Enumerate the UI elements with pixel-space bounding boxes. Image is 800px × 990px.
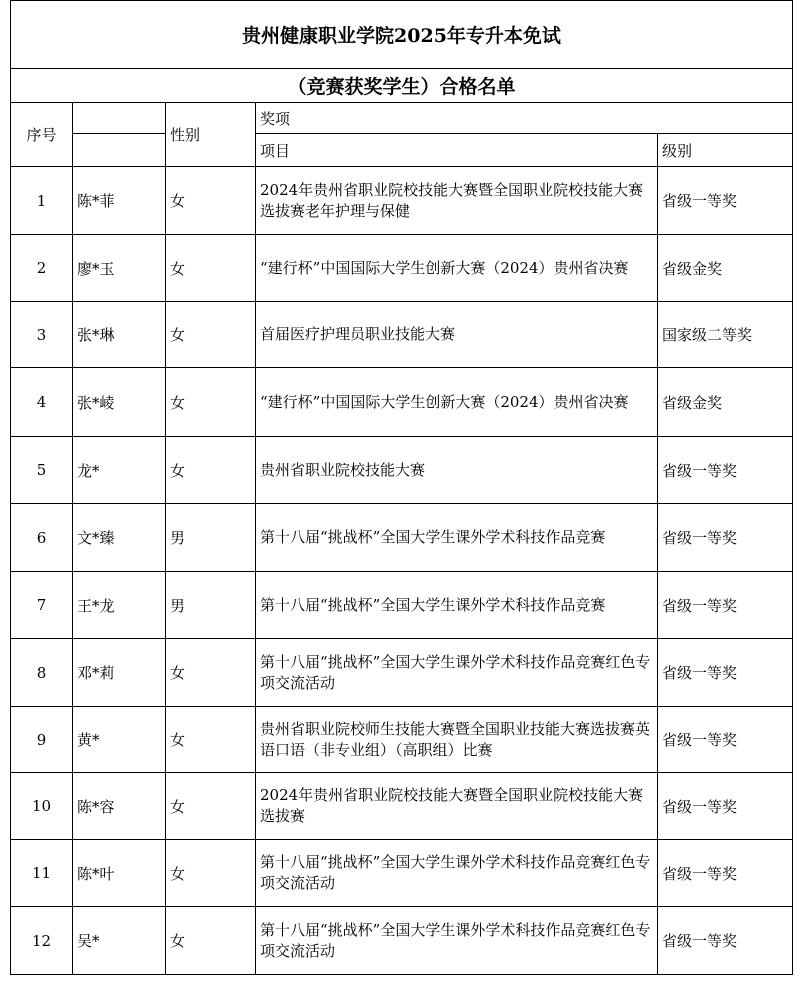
- results-table: [10, 0, 793, 975]
- award-item: 第十八届“挑战杯”全国大学生课外学术科技作品竞赛: [256, 504, 658, 572]
- table-row: [11, 639, 793, 707]
- row-index: 12: [11, 907, 73, 975]
- student-gender: 女: [166, 639, 256, 707]
- row-index: 1: [11, 167, 73, 235]
- row-index: 9: [11, 707, 73, 773]
- student-name: 龙*: [73, 437, 166, 504]
- award-item: 贵州省职业院校师生技能大赛暨全国职业技能大赛选拔赛英语口语（非专业组）（高职组）比赛: [256, 707, 658, 773]
- subtitle-row: [11, 69, 793, 103]
- student-gender: 女: [166, 437, 256, 504]
- award-item: 第十八届“挑战杯”全国大学生课外学术科技作品竞赛: [256, 572, 658, 639]
- student-name: 张*琳: [73, 302, 166, 368]
- row-index: 7: [11, 572, 73, 639]
- student-gender: 女: [166, 235, 256, 302]
- table-row: [11, 302, 793, 368]
- award-item: 贵州省职业院校技能大赛: [256, 437, 658, 504]
- award-level: 省级一等奖: [658, 639, 793, 707]
- award-level: 省级一等奖: [658, 907, 793, 975]
- table-row: [11, 368, 793, 437]
- award-item: “建行杯”中国国际大学生创新大赛（2024）贵州省决赛: [256, 235, 658, 302]
- student-gender: 男: [166, 572, 256, 639]
- header-item: 项目: [256, 134, 658, 167]
- header-row-2: [11, 134, 793, 167]
- table-row: [11, 840, 793, 907]
- award-level: 省级金奖: [658, 368, 793, 437]
- award-level: 省级一等奖: [658, 840, 793, 907]
- award-item: 首届医疗护理员职业技能大赛: [256, 302, 658, 368]
- award-level: 省级一等奖: [658, 437, 793, 504]
- award-item: “建行杯”中国国际大学生创新大赛（2024）贵州省决赛: [256, 368, 658, 437]
- student-name: 张*崚: [73, 368, 166, 437]
- title-row: [11, 1, 793, 69]
- table-row: [11, 773, 793, 840]
- award-item: 第十八届“挑战杯”全国大学生课外学术科技作品竞赛红色专项交流活动: [256, 639, 658, 707]
- award-item: 2024年贵州省职业院校技能大赛暨全国职业院校技能大赛选拔赛: [256, 773, 658, 840]
- document-subtitle: （竞赛获奖学生）合格名单: [11, 69, 793, 103]
- header-index: 序号: [11, 103, 73, 167]
- student-gender: 男: [166, 504, 256, 572]
- award-level: 省级一等奖: [658, 773, 793, 840]
- document-title: 贵州健康职业学院2025年专升本免试: [11, 1, 793, 69]
- award-item: 第十八届“挑战杯”全国大学生课外学术科技作品竞赛红色专项交流活动: [256, 907, 658, 975]
- header-name-blank-2: [73, 134, 166, 167]
- award-item: 2024年贵州省职业院校技能大赛暨全国职业院校技能大赛选拔赛老年护理与保健: [256, 167, 658, 235]
- student-gender: 女: [166, 840, 256, 907]
- row-index: 8: [11, 639, 73, 707]
- award-level: 省级一等奖: [658, 707, 793, 773]
- row-index: 2: [11, 235, 73, 302]
- header-level: 级别: [658, 134, 793, 167]
- table-row: [11, 504, 793, 572]
- row-index: 10: [11, 773, 73, 840]
- header-name-blank: [73, 103, 166, 134]
- row-index: 5: [11, 437, 73, 504]
- student-name: 陈*容: [73, 773, 166, 840]
- table-row: [11, 167, 793, 235]
- award-level: 省级一等奖: [658, 572, 793, 639]
- student-name: 陈*菲: [73, 167, 166, 235]
- student-name: 陈*叶: [73, 840, 166, 907]
- award-level: 省级一等奖: [658, 167, 793, 235]
- student-gender: 女: [166, 773, 256, 840]
- student-name: 邓*莉: [73, 639, 166, 707]
- student-gender: 女: [166, 167, 256, 235]
- student-gender: 女: [166, 302, 256, 368]
- student-name: 王*龙: [73, 572, 166, 639]
- student-gender: 女: [166, 707, 256, 773]
- row-index: 3: [11, 302, 73, 368]
- header-award: 奖项: [256, 103, 793, 134]
- award-level: 省级金奖: [658, 235, 793, 302]
- student-gender: 女: [166, 907, 256, 975]
- row-index: 11: [11, 840, 73, 907]
- student-name: 吴*: [73, 907, 166, 975]
- table-row: [11, 707, 793, 773]
- table-row: [11, 907, 793, 975]
- table-row: [11, 235, 793, 302]
- student-name: 廖*玉: [73, 235, 166, 302]
- header-row-1: [11, 103, 793, 134]
- row-index: 6: [11, 504, 73, 572]
- award-item: 第十八届“挑战杯”全国大学生课外学术科技作品竞赛红色专项交流活动: [256, 840, 658, 907]
- header-gender: 性别: [166, 103, 256, 167]
- row-index: 4: [11, 368, 73, 437]
- student-name: 黄*: [73, 707, 166, 773]
- award-level: 省级一等奖: [658, 504, 793, 572]
- table-row: [11, 437, 793, 504]
- student-gender: 女: [166, 368, 256, 437]
- student-name: 文*臻: [73, 504, 166, 572]
- table-row: [11, 572, 793, 639]
- award-level: 国家级二等奖: [658, 302, 793, 368]
